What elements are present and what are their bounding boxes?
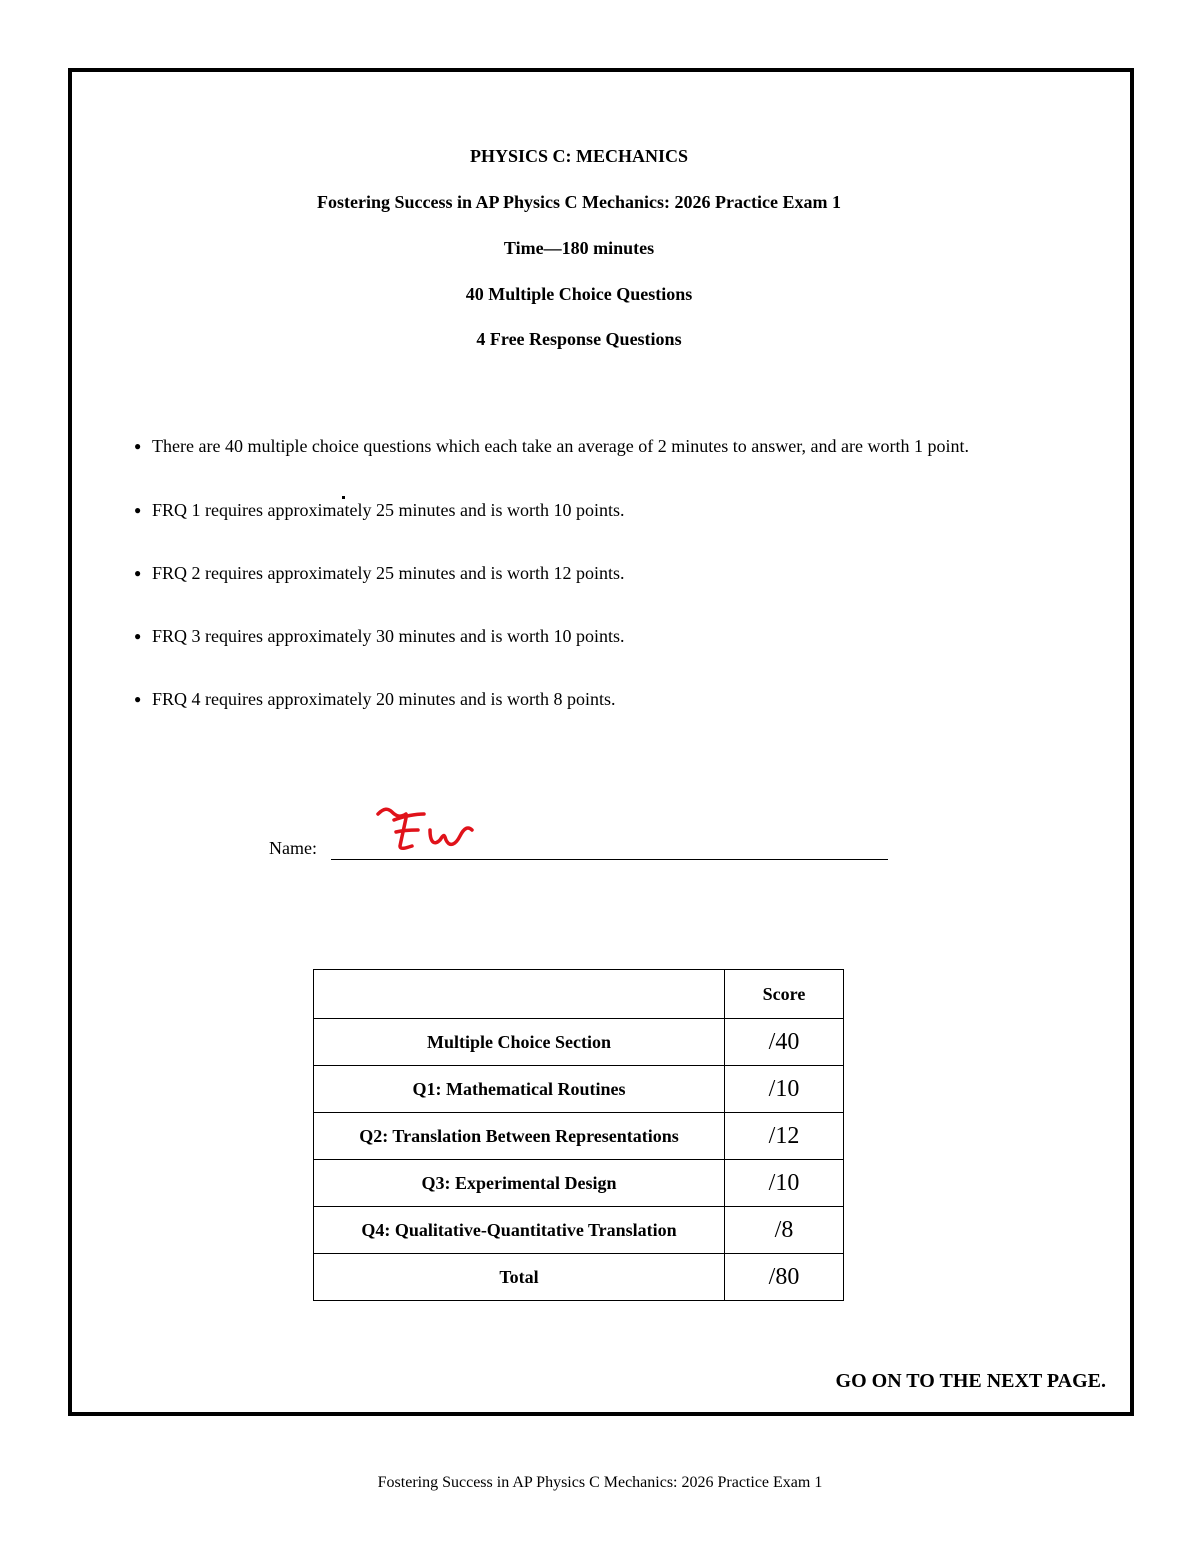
instructions-list — [134, 428, 1074, 717]
section-label: Q4: Qualitative-Quantitative Translation — [314, 1207, 725, 1254]
mc-count: 40 Multiple Choice Questions — [465, 284, 693, 304]
score-header: Score — [725, 970, 844, 1019]
total-score[interactable]: /80 — [725, 1254, 844, 1301]
score-value[interactable]: /8 — [725, 1207, 844, 1254]
bullet-icon: ● — [134, 439, 142, 453]
stray-dot — [342, 496, 345, 499]
table-row-total — [314, 1254, 844, 1301]
handwritten-signature — [372, 800, 482, 856]
table-row — [314, 1019, 844, 1066]
table-row — [314, 1160, 844, 1207]
section-label: Q3: Experimental Design — [314, 1160, 725, 1207]
score-value[interactable]: /12 — [725, 1113, 844, 1160]
exam-title: Fostering Success in AP Physics C Mechanics: 2026 Practice Exam 1 — [317, 192, 841, 212]
bullet-text: FRQ 2 requires approximately 25 minutes and is worth 12 points. — [152, 563, 625, 583]
bullet-text: FRQ 1 requires approximately 25 minutes and is worth 10 points. — [152, 500, 625, 520]
score-value[interactable]: /40 — [725, 1019, 844, 1066]
bullet-icon: ● — [134, 503, 142, 517]
score-value[interactable]: /10 — [725, 1160, 844, 1207]
name-field-line[interactable] — [331, 859, 888, 860]
course-title: PHYSICS C: MECHANICS — [469, 146, 689, 166]
bullet-icon: ● — [134, 692, 142, 706]
list-item — [134, 555, 1074, 591]
list-item — [134, 428, 1074, 464]
bullet-text: There are 40 multiple choice questions which each take an average of 2 minutes to answer, and are worth 1 point. — [152, 436, 969, 456]
frq-count: 4 Free Response Questions — [476, 329, 682, 349]
table-row — [314, 1207, 844, 1254]
table-row — [314, 1113, 844, 1160]
list-item — [134, 681, 1074, 717]
list-item — [134, 492, 1074, 528]
table-header-row — [314, 970, 844, 1019]
section-label: Q2: Translation Between Representations — [314, 1113, 725, 1160]
bullet-icon: ● — [134, 629, 142, 643]
bullet-icon: ● — [134, 566, 142, 580]
score-value[interactable]: /10 — [725, 1066, 844, 1113]
page-footer: Fostering Success in AP Physics C Mechanics: 2026 Practice Exam 1 — [377, 1474, 823, 1491]
bullet-text: FRQ 4 requires approximately 20 minutes and is worth 8 points. — [152, 689, 616, 709]
next-page-notice: GO ON TO THE NEXT PAGE. — [835, 1370, 1106, 1392]
bullet-text: FRQ 3 requires approximately 30 minutes and is worth 10 points. — [152, 626, 625, 646]
table-row — [314, 1066, 844, 1113]
header-cell — [314, 970, 725, 1019]
section-label: Q1: Mathematical Routines — [314, 1066, 725, 1113]
exam-time: Time—180 minutes — [503, 238, 655, 258]
total-label: Total — [314, 1254, 725, 1301]
name-label: Name: — [269, 838, 317, 858]
score-table — [313, 969, 844, 1301]
section-label: Multiple Choice Section — [314, 1019, 725, 1066]
list-item — [134, 618, 1074, 654]
